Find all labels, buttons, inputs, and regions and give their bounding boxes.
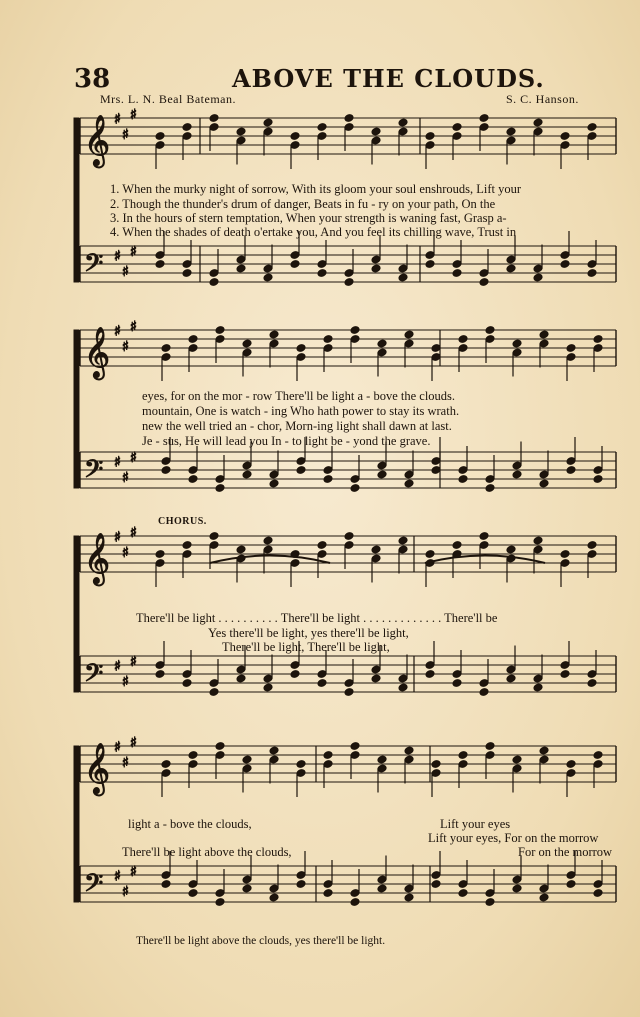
treble-note [188, 751, 198, 760]
verse-2-line-2: mountain, One is watch - ing Who hath power to stay its wrath. [142, 404, 460, 418]
bass-note [425, 260, 435, 269]
bass-note [452, 269, 462, 278]
bass-note [161, 466, 171, 475]
bass-note [479, 278, 489, 287]
sharp-icon: ♯ [114, 868, 121, 885]
bass-note [458, 475, 468, 484]
bass-note [242, 470, 252, 479]
bass-note [593, 475, 603, 484]
bass-note [533, 683, 543, 692]
bass-note [539, 893, 549, 902]
bass-note [485, 898, 495, 907]
sharp-icon: ♯ [122, 674, 129, 691]
treble-note [458, 751, 468, 760]
treble-clef-icon: 𝄞 [84, 743, 111, 794]
treble-note [593, 751, 603, 760]
chorus-label: CHORUS. [158, 516, 207, 527]
treble-note [512, 755, 522, 764]
bass-note [317, 269, 327, 278]
treble-note [161, 760, 171, 769]
treble-note [236, 127, 246, 136]
treble-note [398, 118, 408, 127]
treble-note [458, 335, 468, 344]
bass-note [263, 683, 273, 692]
treble-note [371, 127, 381, 136]
bass-note [296, 466, 306, 475]
bass-note [188, 475, 198, 484]
treble-note [485, 326, 495, 335]
treble-note [485, 742, 495, 751]
sharp-icon: ♯ [114, 529, 121, 546]
verse-4-line-2: Je - sus, He will lead you In - to light be - yond the grave. [142, 434, 431, 448]
hymn-title: ABOVE THE CLOUDS. [232, 64, 545, 93]
bass-note [398, 683, 408, 692]
sharp-icon: ♯ [130, 106, 137, 123]
bass-note [290, 260, 300, 269]
system-bracket [74, 536, 79, 692]
bass-note [188, 889, 198, 898]
treble-note [188, 335, 198, 344]
bass-note [263, 273, 273, 282]
bass-clef-icon: 𝄢 [84, 455, 104, 490]
sharp-icon: ♯ [114, 248, 121, 265]
bass-note [215, 484, 225, 493]
bass-note [377, 470, 387, 479]
bass-note [593, 889, 603, 898]
sharp-icon: ♯ [130, 653, 137, 670]
bass-note [404, 893, 414, 902]
sharp-icon: ♯ [122, 884, 129, 901]
bass-note [290, 670, 300, 679]
treble-note [533, 536, 543, 545]
treble-note [452, 541, 462, 550]
verse-4-line-1: 4. When the shades of death o'ertake you, And you feel its chilling wave, Trust in [110, 225, 517, 239]
bass-note [323, 475, 333, 484]
bass-clef-icon: 𝄢 [84, 659, 104, 694]
bass-note [236, 264, 246, 273]
treble-note [377, 755, 387, 764]
treble-note [344, 114, 354, 123]
treble-note [539, 746, 549, 755]
treble-note [404, 330, 414, 339]
treble-note [209, 532, 219, 541]
bass-note [431, 880, 441, 889]
treble-note [560, 132, 570, 141]
bass-note [404, 479, 414, 488]
bass-note [296, 880, 306, 889]
chorus-line-3: There'll be light, There'll be light, [222, 640, 390, 654]
bass-note [377, 884, 387, 893]
treble-note [506, 127, 516, 136]
treble-note [593, 335, 603, 344]
verse-2-line-1: 2. Though the thunder's drum of danger, Beats in fu - ry on your path, On the [110, 197, 496, 211]
treble-note [533, 118, 543, 127]
bass-note [506, 674, 516, 683]
treble-note [431, 760, 441, 769]
bass-note [512, 884, 522, 893]
verse-3-line-1: 3. In the hours of stern temptation, When your strength is waning fast, Grasp a- [110, 211, 507, 225]
bass-note [182, 679, 192, 688]
sharp-icon: ♯ [122, 264, 129, 281]
bass-note [566, 880, 576, 889]
chorus-line-5: Lift your eyes [440, 817, 511, 831]
sharp-icon: ♯ [122, 755, 129, 772]
treble-note [479, 114, 489, 123]
bass-note [242, 884, 252, 893]
bass-note [479, 688, 489, 697]
chorus-line-7: There'll be light above the clouds, [122, 845, 292, 859]
sharp-icon: ♯ [114, 111, 121, 128]
treble-note [296, 760, 306, 769]
bass-note [344, 278, 354, 287]
treble-note [566, 344, 576, 353]
treble-note [371, 545, 381, 554]
treble-note [344, 532, 354, 541]
chorus-line-4: light a - bove the clouds, [128, 817, 252, 831]
treble-note [506, 545, 516, 554]
bass-note [155, 260, 165, 269]
bass-note [566, 466, 576, 475]
treble-note [155, 550, 165, 559]
chorus-line-8: For on the morrow [518, 845, 613, 859]
lyricist-credit: Mrs. L. N. Beal Bateman. [100, 92, 236, 106]
verse-1-line-1: 1. When the murky night of sorrow, With its gloom your soul enshrouds, Lift your [110, 182, 522, 196]
sharp-icon: ♯ [114, 323, 121, 340]
bass-note [485, 484, 495, 493]
system-bracket [74, 118, 79, 282]
bass-note [269, 893, 279, 902]
sharp-icon: ♯ [130, 863, 137, 880]
bass-note [371, 264, 381, 273]
treble-note [452, 123, 462, 132]
treble-note [425, 132, 435, 141]
sharp-icon: ♯ [130, 734, 137, 751]
treble-note [209, 114, 219, 123]
treble-note [215, 326, 225, 335]
treble-note [263, 536, 273, 545]
slur [425, 556, 545, 564]
treble-note [587, 123, 597, 132]
treble-note [263, 118, 273, 127]
treble-note [242, 755, 252, 764]
treble-note [269, 330, 279, 339]
bass-note [533, 273, 543, 282]
treble-note [317, 541, 327, 550]
treble-note [425, 550, 435, 559]
verse-1-line-2: eyes, for on the mor - row There'll be light a - bove the clouds. [142, 389, 456, 403]
treble-note [242, 339, 252, 348]
treble-note [236, 545, 246, 554]
treble-note [404, 746, 414, 755]
treble-note [587, 541, 597, 550]
bass-note [350, 484, 360, 493]
bass-note [398, 273, 408, 282]
bass-note [452, 679, 462, 688]
slur [210, 556, 330, 564]
treble-note [350, 326, 360, 335]
treble-clef-icon: 𝄞 [84, 115, 111, 166]
sharp-icon: ♯ [122, 127, 129, 144]
bass-note [182, 269, 192, 278]
sharp-icon: ♯ [130, 449, 137, 466]
bass-note [155, 670, 165, 679]
sharp-icon: ♯ [130, 524, 137, 541]
sharp-icon: ♯ [114, 739, 121, 756]
sharp-icon: ♯ [122, 545, 129, 562]
chorus-line-9: There'll be light above the clouds, yes there'll be light. [136, 935, 386, 947]
bass-note [458, 889, 468, 898]
treble-note [290, 132, 300, 141]
bass-note [587, 269, 597, 278]
treble-note [566, 760, 576, 769]
treble-clef-icon: 𝄞 [84, 533, 111, 584]
bass-note [209, 688, 219, 697]
treble-note [161, 344, 171, 353]
sharp-icon: ♯ [114, 658, 121, 675]
bass-note [317, 679, 327, 688]
sharp-icon: ♯ [130, 318, 137, 335]
bass-note [209, 278, 219, 287]
verse-3-line-2: new the well tried an - chor, Morn-ing light shall dawn at last. [142, 419, 452, 433]
treble-note [323, 335, 333, 344]
treble-note [512, 339, 522, 348]
page-number: 38 [74, 64, 111, 94]
bass-note [323, 889, 333, 898]
treble-note [539, 330, 549, 339]
sharp-icon: ♯ [114, 454, 121, 471]
bass-note [371, 674, 381, 683]
treble-note [377, 339, 387, 348]
bass-note [236, 674, 246, 683]
treble-note [296, 344, 306, 353]
bass-note [344, 688, 354, 697]
treble-note [323, 751, 333, 760]
bass-note [215, 898, 225, 907]
bass-clef-icon: 𝄢 [84, 869, 104, 904]
bass-note [560, 670, 570, 679]
system-bracket [74, 746, 79, 902]
treble-note [317, 123, 327, 132]
bass-note [425, 670, 435, 679]
treble-note [155, 132, 165, 141]
bass-note [560, 260, 570, 269]
bass-note [587, 679, 597, 688]
treble-note [560, 550, 570, 559]
treble-note [182, 541, 192, 550]
sharp-icon: ♯ [122, 339, 129, 356]
composer-credit: S. C. Hanson. [506, 92, 579, 106]
bass-note [269, 479, 279, 488]
system-bracket [74, 330, 79, 488]
chorus-line-2: Yes there'll be light, yes there'll be light, [208, 626, 409, 640]
treble-note [269, 746, 279, 755]
treble-note [479, 532, 489, 541]
bass-note [161, 880, 171, 889]
treble-note [350, 742, 360, 751]
bass-clef-icon: 𝄢 [84, 249, 104, 284]
treble-clef-icon: 𝄞 [84, 327, 111, 378]
chorus-line-1: There'll be light . . . . . . . . . . There'll be light . . . . . . . . . . . . . There'll be [136, 611, 498, 625]
treble-note [182, 123, 192, 132]
bass-note [350, 898, 360, 907]
sharp-icon: ♯ [130, 243, 137, 260]
sharp-icon: ♯ [122, 470, 129, 487]
treble-note [398, 536, 408, 545]
bass-note [512, 470, 522, 479]
treble-note [215, 742, 225, 751]
bass-note [506, 264, 516, 273]
bass-note [539, 479, 549, 488]
chorus-line-6: Lift your eyes, For on the morrow [428, 831, 599, 845]
